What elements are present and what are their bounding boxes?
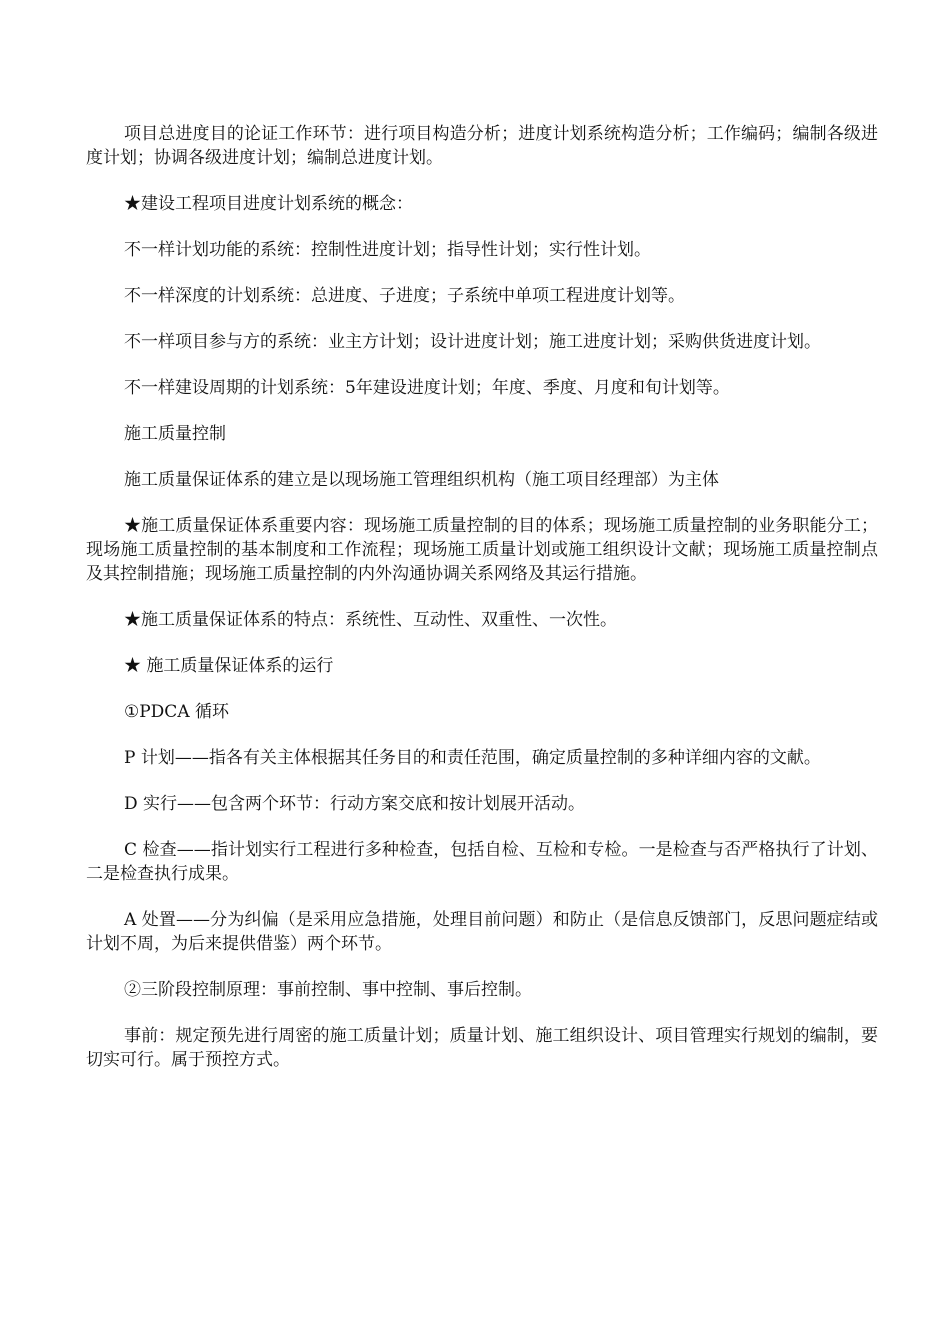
paragraph-pdca-cycle: ①PDCA 循环: [124, 702, 229, 722]
paragraph-pdca-do: D 实行——包含两个环节：行动方案交底和按计划展开活动。: [124, 794, 586, 814]
paragraph-quality-system-operation: ★ 施工质量保证体系的运行: [124, 656, 334, 676]
paragraph-construction-period: 不一样建设周期的计划系统：5年建设进度计划；年度、季度、月度和旬计划等。: [124, 378, 730, 398]
section-heading-quality-control: 施工质量控制: [124, 424, 226, 444]
paragraph-pdca-plan: P 计划——指各有关主体根据其任务目的和责任范围，确定质量控制的多种详细内容的文献。: [124, 748, 821, 768]
paragraph-quality-system-setup: 施工质量保证体系的建立是以现场施工管理组织机构（施工项目经理部）为主体: [124, 470, 719, 490]
paragraph-pdca-check: C 检查——指计划实行工程进行多种检查，包括自检、互检和专检。一是检查与否严格执行了计划、二是检查执行成果。: [86, 840, 878, 884]
paragraph-quality-system-content: ★施工质量保证体系重要内容：现场施工质量控制的目的体系；现场施工质量控制的业务职能分工；现场施工质量控制的基本制度和工作流程；现场施工质量计划或施工组织设计文献；现场施工质量控制点及其控制措施；现场施工质量控制的内外沟通协调关系网络及其运行措施。: [86, 516, 878, 584]
paragraph-plan-depth: 不一样深度的计划系统：总进度、子进度；子系统中单项工程进度计划等。: [124, 286, 685, 306]
paragraph-pre-control: 事前：规定预先进行周密的施工质量计划；质量计划、施工组织设计、项目管理实行规划的编制，要切实可行。属于预控方式。: [86, 1026, 878, 1070]
paragraph-quality-system-features: ★施工质量保证体系的特点：系统性、互动性、双重性、一次性。: [124, 610, 617, 630]
paragraph-pdca-act: A 处置——分为纠偏（是采用应急措施，处理目前问题）和防止（是信息反馈部门，反思问题症结或计划不周，为后来提供借鉴）两个环节。: [86, 910, 878, 954]
paragraph-participants: 不一样项目参与方的系统：业主方计划；设计进度计划；施工进度计划；采购供货进度计划。: [124, 332, 821, 352]
paragraph-progress-target: 项目总进度目的论证工作环节：进行项目构造分析；进度计划系统构造分析；工作编码；编制各级进度计划；协调各级进度计划；编制总进度计划。: [86, 124, 878, 168]
paragraph-schedule-system-concept: ★建设工程项目进度计划系统的概念：: [124, 194, 413, 214]
paragraph-three-stage-control: ②三阶段控制原理：事前控制、事中控制、事后控制。: [124, 980, 532, 1000]
document-body: [86, 122, 878, 1094]
paragraph-plan-function: 不一样计划功能的系统：控制性进度计划；指导性计划；实行性计划。: [124, 240, 651, 260]
